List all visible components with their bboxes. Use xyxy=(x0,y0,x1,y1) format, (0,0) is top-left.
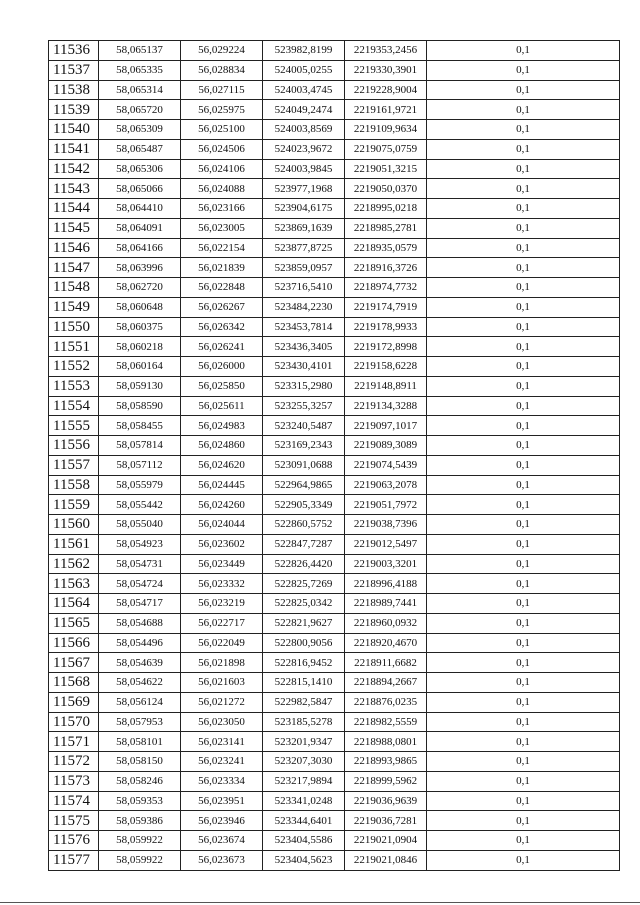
coord-y-cell: 2219012,5497 xyxy=(345,534,427,554)
coord-x-cell: 523240,5487 xyxy=(263,416,345,436)
point-number-cell: 11536 xyxy=(49,41,99,61)
longitude-cell: 56,022717 xyxy=(181,613,263,633)
latitude-cell: 58,054724 xyxy=(99,574,181,594)
longitude-cell: 56,024044 xyxy=(181,515,263,535)
accuracy-cell: 0,1 xyxy=(427,218,620,238)
accuracy-cell: 0,1 xyxy=(427,100,620,120)
accuracy-cell: 0,1 xyxy=(427,436,620,456)
latitude-cell: 58,065720 xyxy=(99,100,181,120)
coord-x-cell: 523982,8199 xyxy=(263,41,345,61)
coord-x-cell: 523436,3405 xyxy=(263,337,345,357)
coord-x-cell: 523716,5410 xyxy=(263,278,345,298)
point-number-cell: 11568 xyxy=(49,673,99,693)
accuracy-cell: 0,1 xyxy=(427,811,620,831)
longitude-cell: 56,026267 xyxy=(181,297,263,317)
latitude-cell: 58,059922 xyxy=(99,850,181,870)
latitude-cell: 58,060218 xyxy=(99,337,181,357)
coord-y-cell: 2218989,7441 xyxy=(345,594,427,614)
coord-x-cell: 522816,9452 xyxy=(263,653,345,673)
table-row xyxy=(49,337,620,357)
table-row xyxy=(49,574,620,594)
accuracy-cell: 0,1 xyxy=(427,791,620,811)
accuracy-cell: 0,1 xyxy=(427,475,620,495)
table-row xyxy=(49,771,620,791)
longitude-cell: 56,023219 xyxy=(181,594,263,614)
table-row xyxy=(49,831,620,851)
longitude-cell: 56,023166 xyxy=(181,199,263,219)
accuracy-cell: 0,1 xyxy=(427,357,620,377)
coord-x-cell: 522982,5847 xyxy=(263,692,345,712)
table-row xyxy=(49,159,620,179)
latitude-cell: 58,065066 xyxy=(99,179,181,199)
table-row xyxy=(49,179,620,199)
coord-y-cell: 2219109,9634 xyxy=(345,120,427,140)
accuracy-cell: 0,1 xyxy=(427,179,620,199)
coord-y-cell: 2219097,1017 xyxy=(345,416,427,436)
point-number-cell: 11538 xyxy=(49,80,99,100)
point-number-cell: 11558 xyxy=(49,475,99,495)
coordinates-table xyxy=(48,40,620,871)
accuracy-cell: 0,1 xyxy=(427,574,620,594)
table-row xyxy=(49,317,620,337)
table-row xyxy=(49,455,620,475)
coord-y-cell: 2218993,9865 xyxy=(345,752,427,772)
coord-x-cell: 523255,3257 xyxy=(263,396,345,416)
accuracy-cell: 0,1 xyxy=(427,752,620,772)
table-row xyxy=(49,752,620,772)
accuracy-cell: 0,1 xyxy=(427,613,620,633)
accuracy-cell: 0,1 xyxy=(427,455,620,475)
longitude-cell: 56,023674 xyxy=(181,831,263,851)
table-row xyxy=(49,139,620,159)
latitude-cell: 58,064091 xyxy=(99,218,181,238)
latitude-cell: 58,065335 xyxy=(99,60,181,80)
latitude-cell: 58,059353 xyxy=(99,791,181,811)
table-row xyxy=(49,554,620,574)
longitude-cell: 56,023050 xyxy=(181,712,263,732)
accuracy-cell: 0,1 xyxy=(427,712,620,732)
accuracy-cell: 0,1 xyxy=(427,199,620,219)
point-number-cell: 11573 xyxy=(49,771,99,791)
coord-x-cell: 523484,2230 xyxy=(263,297,345,317)
point-number-cell: 11539 xyxy=(49,100,99,120)
latitude-cell: 58,054622 xyxy=(99,673,181,693)
coord-y-cell: 2219174,7919 xyxy=(345,297,427,317)
coord-y-cell: 2219021,0904 xyxy=(345,831,427,851)
point-number-cell: 11562 xyxy=(49,554,99,574)
accuracy-cell: 0,1 xyxy=(427,337,620,357)
accuracy-cell: 0,1 xyxy=(427,416,620,436)
latitude-cell: 58,059386 xyxy=(99,811,181,831)
coord-y-cell: 2219089,3089 xyxy=(345,436,427,456)
accuracy-cell: 0,1 xyxy=(427,396,620,416)
table-row xyxy=(49,297,620,317)
accuracy-cell: 0,1 xyxy=(427,278,620,298)
table-row xyxy=(49,100,620,120)
coord-y-cell: 2218894,2667 xyxy=(345,673,427,693)
coord-x-cell: 523859,0957 xyxy=(263,258,345,278)
table-row xyxy=(49,120,620,140)
accuracy-cell: 0,1 xyxy=(427,41,620,61)
table-row xyxy=(49,791,620,811)
longitude-cell: 56,024860 xyxy=(181,436,263,456)
coord-x-cell: 522821,9627 xyxy=(263,613,345,633)
point-number-cell: 11543 xyxy=(49,179,99,199)
longitude-cell: 56,023946 xyxy=(181,811,263,831)
longitude-cell: 56,023602 xyxy=(181,534,263,554)
point-number-cell: 11540 xyxy=(49,120,99,140)
latitude-cell: 58,064410 xyxy=(99,199,181,219)
latitude-cell: 58,058590 xyxy=(99,396,181,416)
table-row xyxy=(49,673,620,693)
latitude-cell: 58,059922 xyxy=(99,831,181,851)
table-row xyxy=(49,712,620,732)
latitude-cell: 58,058246 xyxy=(99,771,181,791)
latitude-cell: 58,054496 xyxy=(99,633,181,653)
latitude-cell: 58,057112 xyxy=(99,455,181,475)
table-row xyxy=(49,613,620,633)
coord-y-cell: 2218999,5962 xyxy=(345,771,427,791)
accuracy-cell: 0,1 xyxy=(427,139,620,159)
longitude-cell: 56,025100 xyxy=(181,120,263,140)
latitude-cell: 58,058455 xyxy=(99,416,181,436)
point-number-cell: 11559 xyxy=(49,495,99,515)
longitude-cell: 56,023332 xyxy=(181,574,263,594)
coord-x-cell: 522905,3349 xyxy=(263,495,345,515)
coord-x-cell: 522815,1410 xyxy=(263,673,345,693)
accuracy-cell: 0,1 xyxy=(427,159,620,179)
latitude-cell: 58,060375 xyxy=(99,317,181,337)
coord-x-cell: 522825,0342 xyxy=(263,594,345,614)
accuracy-cell: 0,1 xyxy=(427,673,620,693)
table-row xyxy=(49,653,620,673)
accuracy-cell: 0,1 xyxy=(427,771,620,791)
table-row xyxy=(49,416,620,436)
latitude-cell: 58,064166 xyxy=(99,238,181,258)
coord-x-cell: 524003,4745 xyxy=(263,80,345,100)
accuracy-cell: 0,1 xyxy=(427,653,620,673)
longitude-cell: 56,021272 xyxy=(181,692,263,712)
coord-y-cell: 2219063,2078 xyxy=(345,475,427,495)
coord-y-cell: 2219134,3288 xyxy=(345,396,427,416)
point-number-cell: 11566 xyxy=(49,633,99,653)
table-row xyxy=(49,633,620,653)
coord-x-cell: 523869,1639 xyxy=(263,218,345,238)
coord-x-cell: 523217,9894 xyxy=(263,771,345,791)
coord-y-cell: 2218982,5559 xyxy=(345,712,427,732)
latitude-cell: 58,054688 xyxy=(99,613,181,633)
point-number-cell: 11553 xyxy=(49,376,99,396)
table-row xyxy=(49,376,620,396)
point-number-cell: 11545 xyxy=(49,218,99,238)
latitude-cell: 58,055040 xyxy=(99,515,181,535)
coord-y-cell: 2218920,4670 xyxy=(345,633,427,653)
table-row xyxy=(49,534,620,554)
latitude-cell: 58,057953 xyxy=(99,712,181,732)
longitude-cell: 56,022848 xyxy=(181,278,263,298)
coord-y-cell: 2218988,0801 xyxy=(345,732,427,752)
longitude-cell: 56,023141 xyxy=(181,732,263,752)
coord-x-cell: 523315,2980 xyxy=(263,376,345,396)
longitude-cell: 56,021839 xyxy=(181,258,263,278)
table-row xyxy=(49,692,620,712)
table-row xyxy=(49,396,620,416)
longitude-cell: 56,023449 xyxy=(181,554,263,574)
coord-y-cell: 2219172,8998 xyxy=(345,337,427,357)
latitude-cell: 58,057814 xyxy=(99,436,181,456)
latitude-cell: 58,065309 xyxy=(99,120,181,140)
coord-y-cell: 2219050,0370 xyxy=(345,179,427,199)
accuracy-cell: 0,1 xyxy=(427,238,620,258)
point-number-cell: 11577 xyxy=(49,850,99,870)
table-row xyxy=(49,41,620,61)
coord-y-cell: 2219161,9721 xyxy=(345,100,427,120)
point-number-cell: 11544 xyxy=(49,199,99,219)
coord-y-cell: 2219038,7396 xyxy=(345,515,427,535)
longitude-cell: 56,026241 xyxy=(181,337,263,357)
latitude-cell: 58,065314 xyxy=(99,80,181,100)
coord-x-cell: 522964,9865 xyxy=(263,475,345,495)
latitude-cell: 58,058101 xyxy=(99,732,181,752)
longitude-cell: 56,025611 xyxy=(181,396,263,416)
point-number-cell: 11551 xyxy=(49,337,99,357)
latitude-cell: 58,055442 xyxy=(99,495,181,515)
coord-x-cell: 523341,0248 xyxy=(263,791,345,811)
table-row xyxy=(49,850,620,870)
point-number-cell: 11574 xyxy=(49,791,99,811)
latitude-cell: 58,065137 xyxy=(99,41,181,61)
latitude-cell: 58,065306 xyxy=(99,159,181,179)
coord-y-cell: 2219353,2456 xyxy=(345,41,427,61)
coord-y-cell: 2219148,8911 xyxy=(345,376,427,396)
coord-x-cell: 522800,9056 xyxy=(263,633,345,653)
coord-y-cell: 2219003,3201 xyxy=(345,554,427,574)
coord-y-cell: 2219051,7972 xyxy=(345,495,427,515)
longitude-cell: 56,024106 xyxy=(181,159,263,179)
table-row xyxy=(49,594,620,614)
accuracy-cell: 0,1 xyxy=(427,831,620,851)
point-number-cell: 11554 xyxy=(49,396,99,416)
table-row xyxy=(49,238,620,258)
longitude-cell: 56,024088 xyxy=(181,179,263,199)
longitude-cell: 56,026342 xyxy=(181,317,263,337)
longitude-cell: 56,027115 xyxy=(181,80,263,100)
accuracy-cell: 0,1 xyxy=(427,554,620,574)
coord-x-cell: 523091,0688 xyxy=(263,455,345,475)
coord-y-cell: 2219051,3215 xyxy=(345,159,427,179)
point-number-cell: 11567 xyxy=(49,653,99,673)
point-number-cell: 11569 xyxy=(49,692,99,712)
longitude-cell: 56,023005 xyxy=(181,218,263,238)
longitude-cell: 56,021898 xyxy=(181,653,263,673)
coord-x-cell: 523169,2343 xyxy=(263,436,345,456)
accuracy-cell: 0,1 xyxy=(427,594,620,614)
point-number-cell: 11552 xyxy=(49,357,99,377)
accuracy-cell: 0,1 xyxy=(427,258,620,278)
longitude-cell: 56,023241 xyxy=(181,752,263,772)
coord-x-cell: 523404,5623 xyxy=(263,850,345,870)
accuracy-cell: 0,1 xyxy=(427,692,620,712)
coord-x-cell: 523430,4101 xyxy=(263,357,345,377)
longitude-cell: 56,025850 xyxy=(181,376,263,396)
longitude-cell: 56,024983 xyxy=(181,416,263,436)
point-number-cell: 11556 xyxy=(49,436,99,456)
accuracy-cell: 0,1 xyxy=(427,376,620,396)
coord-x-cell: 524003,8569 xyxy=(263,120,345,140)
coord-x-cell: 523344,6401 xyxy=(263,811,345,831)
table-row xyxy=(49,811,620,831)
coord-x-cell: 523904,6175 xyxy=(263,199,345,219)
point-number-cell: 11541 xyxy=(49,139,99,159)
coord-x-cell: 523207,3030 xyxy=(263,752,345,772)
latitude-cell: 58,056124 xyxy=(99,692,181,712)
table-row xyxy=(49,278,620,298)
accuracy-cell: 0,1 xyxy=(427,633,620,653)
point-number-cell: 11565 xyxy=(49,613,99,633)
point-number-cell: 11564 xyxy=(49,594,99,614)
point-number-cell: 11560 xyxy=(49,515,99,535)
latitude-cell: 58,054639 xyxy=(99,653,181,673)
latitude-cell: 58,059130 xyxy=(99,376,181,396)
coord-y-cell: 2219074,5439 xyxy=(345,455,427,475)
longitude-cell: 56,023334 xyxy=(181,771,263,791)
longitude-cell: 56,026000 xyxy=(181,357,263,377)
coord-y-cell: 2218876,0235 xyxy=(345,692,427,712)
coord-x-cell: 523185,5278 xyxy=(263,712,345,732)
coord-y-cell: 2219178,9933 xyxy=(345,317,427,337)
coord-x-cell: 524049,2474 xyxy=(263,100,345,120)
coord-y-cell: 2218916,3726 xyxy=(345,258,427,278)
latitude-cell: 58,054717 xyxy=(99,594,181,614)
longitude-cell: 56,022049 xyxy=(181,633,263,653)
table-row xyxy=(49,218,620,238)
longitude-cell: 56,028834 xyxy=(181,60,263,80)
coord-x-cell: 522860,5752 xyxy=(263,515,345,535)
point-number-cell: 11550 xyxy=(49,317,99,337)
coord-y-cell: 2218995,0218 xyxy=(345,199,427,219)
coord-y-cell: 2218960,0932 xyxy=(345,613,427,633)
latitude-cell: 58,054731 xyxy=(99,554,181,574)
point-number-cell: 11576 xyxy=(49,831,99,851)
point-number-cell: 11575 xyxy=(49,811,99,831)
longitude-cell: 56,021603 xyxy=(181,673,263,693)
coord-y-cell: 2219036,9639 xyxy=(345,791,427,811)
point-number-cell: 11570 xyxy=(49,712,99,732)
coord-y-cell: 2219228,9004 xyxy=(345,80,427,100)
coord-x-cell: 524023,9672 xyxy=(263,139,345,159)
longitude-cell: 56,023951 xyxy=(181,791,263,811)
latitude-cell: 58,060164 xyxy=(99,357,181,377)
latitude-cell: 58,055979 xyxy=(99,475,181,495)
page-bottom-rule xyxy=(0,902,640,903)
coord-x-cell: 524005,0255 xyxy=(263,60,345,80)
longitude-cell: 56,024620 xyxy=(181,455,263,475)
accuracy-cell: 0,1 xyxy=(427,60,620,80)
coord-x-cell: 524003,9845 xyxy=(263,159,345,179)
coord-x-cell: 523453,7814 xyxy=(263,317,345,337)
coord-y-cell: 2218996,4188 xyxy=(345,574,427,594)
latitude-cell: 58,054923 xyxy=(99,534,181,554)
accuracy-cell: 0,1 xyxy=(427,732,620,752)
table-row xyxy=(49,475,620,495)
coord-y-cell: 2219330,3901 xyxy=(345,60,427,80)
table-row xyxy=(49,80,620,100)
coord-x-cell: 523877,8725 xyxy=(263,238,345,258)
point-number-cell: 11555 xyxy=(49,416,99,436)
table-row xyxy=(49,60,620,80)
latitude-cell: 58,063996 xyxy=(99,258,181,278)
point-number-cell: 11546 xyxy=(49,238,99,258)
coordinates-table-body xyxy=(49,41,620,871)
table-row xyxy=(49,436,620,456)
coord-y-cell: 2218985,2781 xyxy=(345,218,427,238)
latitude-cell: 58,058150 xyxy=(99,752,181,772)
coord-y-cell: 2219021,0846 xyxy=(345,850,427,870)
table-row xyxy=(49,495,620,515)
coord-y-cell: 2219036,7281 xyxy=(345,811,427,831)
point-number-cell: 11571 xyxy=(49,732,99,752)
point-number-cell: 11557 xyxy=(49,455,99,475)
point-number-cell: 11549 xyxy=(49,297,99,317)
coord-y-cell: 2218935,0579 xyxy=(345,238,427,258)
longitude-cell: 56,024260 xyxy=(181,495,263,515)
latitude-cell: 58,060648 xyxy=(99,297,181,317)
accuracy-cell: 0,1 xyxy=(427,534,620,554)
coord-x-cell: 522825,7269 xyxy=(263,574,345,594)
table-row xyxy=(49,515,620,535)
point-number-cell: 11537 xyxy=(49,60,99,80)
coord-x-cell: 523404,5586 xyxy=(263,831,345,851)
longitude-cell: 56,025975 xyxy=(181,100,263,120)
coord-x-cell: 523977,1968 xyxy=(263,179,345,199)
longitude-cell: 56,024506 xyxy=(181,139,263,159)
coord-y-cell: 2218974,7732 xyxy=(345,278,427,298)
accuracy-cell: 0,1 xyxy=(427,515,620,535)
point-number-cell: 11572 xyxy=(49,752,99,772)
table-row xyxy=(49,199,620,219)
coord-x-cell: 522847,7287 xyxy=(263,534,345,554)
coord-x-cell: 523201,9347 xyxy=(263,732,345,752)
point-number-cell: 11561 xyxy=(49,534,99,554)
point-number-cell: 11563 xyxy=(49,574,99,594)
accuracy-cell: 0,1 xyxy=(427,317,620,337)
table-row xyxy=(49,357,620,377)
accuracy-cell: 0,1 xyxy=(427,850,620,870)
table-row xyxy=(49,732,620,752)
accuracy-cell: 0,1 xyxy=(427,80,620,100)
longitude-cell: 56,024445 xyxy=(181,475,263,495)
longitude-cell: 56,022154 xyxy=(181,238,263,258)
longitude-cell: 56,023673 xyxy=(181,850,263,870)
point-number-cell: 11547 xyxy=(49,258,99,278)
latitude-cell: 58,062720 xyxy=(99,278,181,298)
point-number-cell: 11548 xyxy=(49,278,99,298)
point-number-cell: 11542 xyxy=(49,159,99,179)
latitude-cell: 58,065487 xyxy=(99,139,181,159)
accuracy-cell: 0,1 xyxy=(427,495,620,515)
table-row xyxy=(49,258,620,278)
coord-x-cell: 522826,4420 xyxy=(263,554,345,574)
coord-y-cell: 2219075,0759 xyxy=(345,139,427,159)
accuracy-cell: 0,1 xyxy=(427,297,620,317)
longitude-cell: 56,029224 xyxy=(181,41,263,61)
coord-y-cell: 2219158,6228 xyxy=(345,357,427,377)
accuracy-cell: 0,1 xyxy=(427,120,620,140)
coord-y-cell: 2218911,6682 xyxy=(345,653,427,673)
